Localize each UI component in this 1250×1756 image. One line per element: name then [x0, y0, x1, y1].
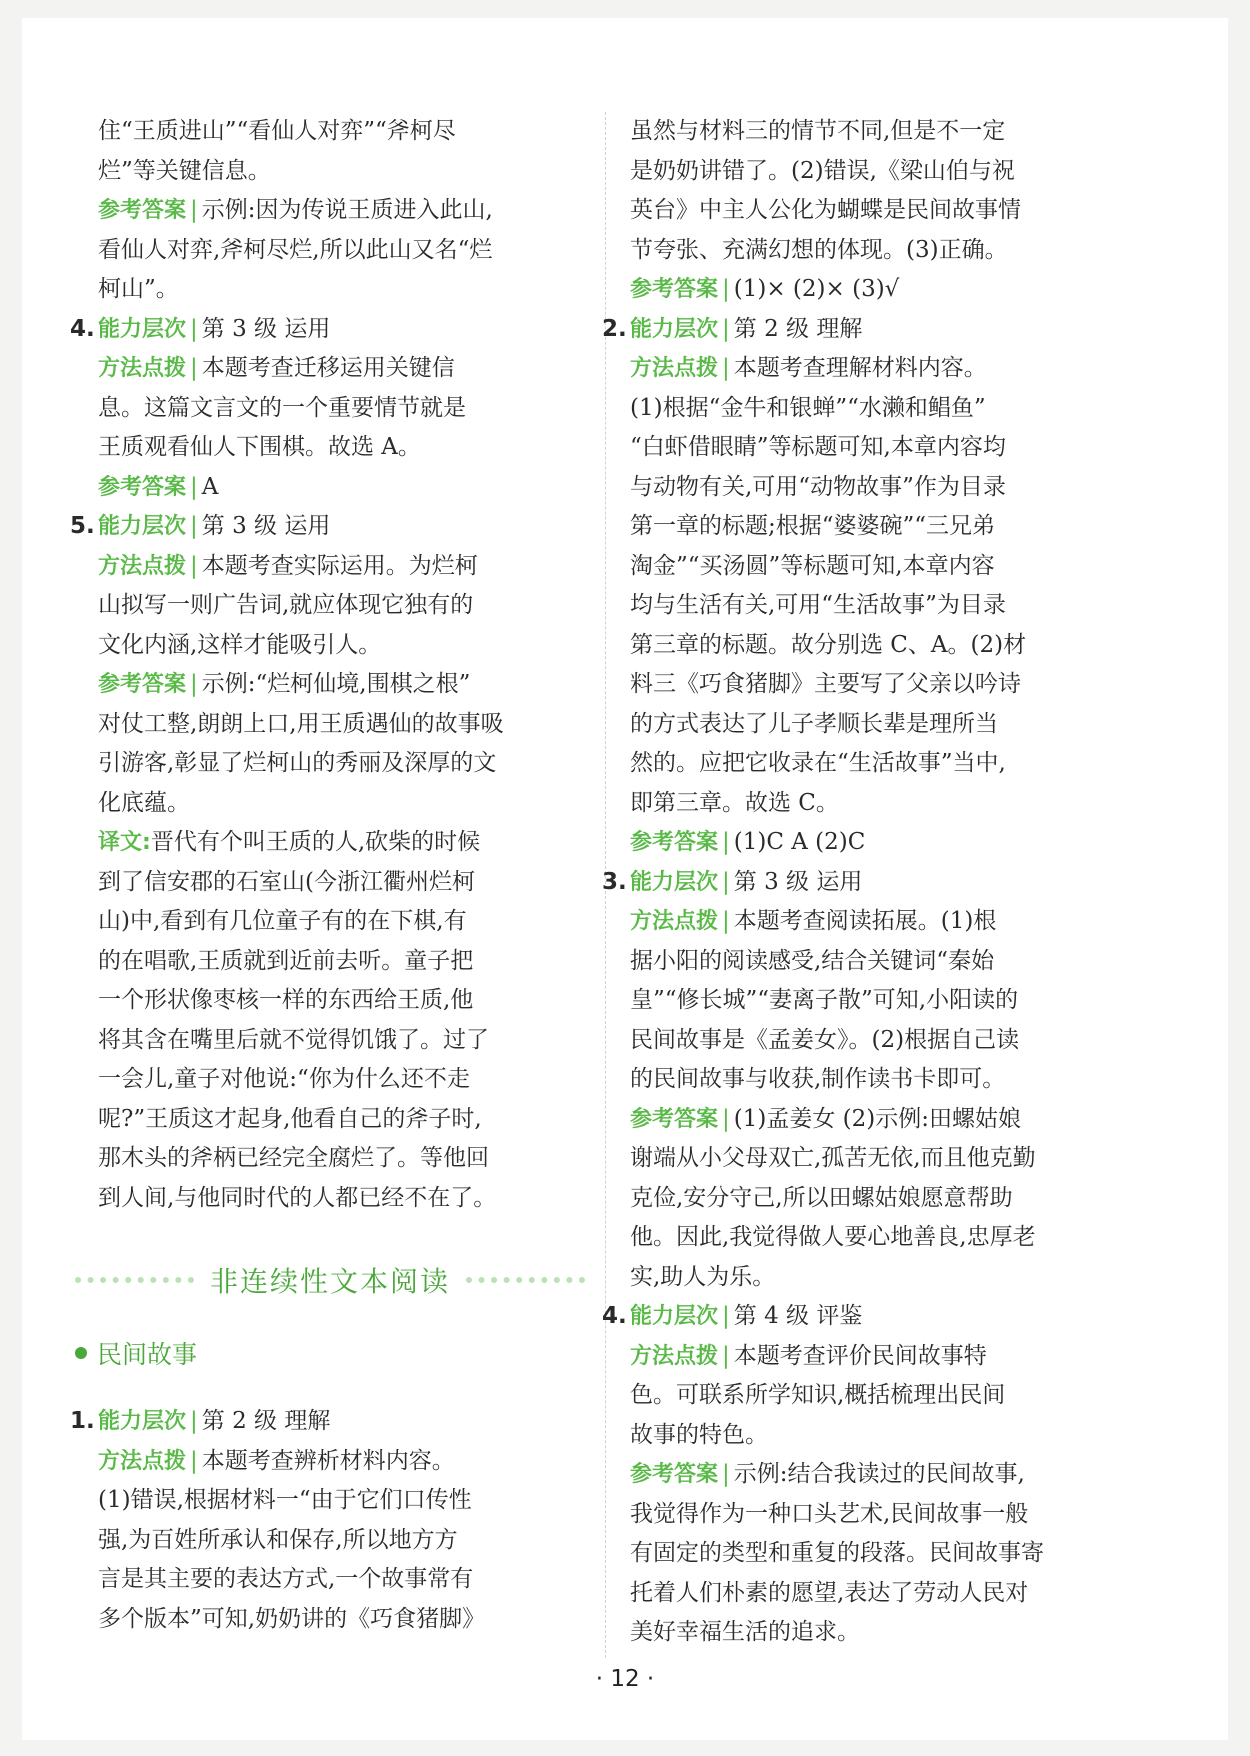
- answer-label: 参考答案: [98, 198, 187, 223]
- text-line: (1)根据“金牛和银蝉”“水濑和鲳鱼”: [630, 394, 986, 421]
- question-item: 4. 能力层次 | 第 4 级 评鉴 方法点拨 | 本题考查评价民间故事特 色。可联系所学知识,概括梳理出民间 故事的特色。 参考答案 | 示例:结合我读过的民间故事, 我觉得作为一种口头艺术,民间故事一般 有固定的类型和重复的段落。民间故事寄 托着人们朴素的愿望,表达了劳动人民对 美好幸福生活的追求。: [630, 1297, 1128, 1653]
- page-number: · 12 ·: [595, 1666, 655, 1692]
- section-header: [75, 1258, 585, 1302]
- level-text: 第 2 级 理解: [201, 1408, 331, 1434]
- left-column-lower: [70, 1402, 581, 1639]
- text-line: 柯山”。: [98, 276, 179, 302]
- text-line: 托着人们朴素的愿望,表达了劳动人民对: [630, 1579, 1029, 1606]
- text-line: 一个形状像枣核一样的东西给王质,他: [98, 987, 474, 1013]
- subsection-title: 民间故事: [97, 1340, 198, 1369]
- text-line: 王质观看仙人下围棋。故选 A。: [98, 434, 421, 460]
- answer-text: (1)孟姜女 (2)示例:田螺姑娘: [733, 1105, 1021, 1132]
- answer-label: 参考答案: [630, 830, 719, 855]
- level-label: 能力层次: [630, 869, 719, 895]
- answer-text: 示例:结合我读过的民间故事,: [733, 1461, 1025, 1487]
- text-line: 一会儿,童子对他说:“你为什么还不走: [98, 1066, 470, 1092]
- method-label: 方法点拨: [630, 356, 719, 381]
- text-line: 据小阳的阅读感受,结合关键词“秦始: [630, 947, 995, 974]
- question-number: 4.: [70, 315, 95, 342]
- text-line: 那木头的斧柄已经完全腐烂了。等他回: [98, 1145, 489, 1171]
- text-line: 我觉得作为一种口头艺术,民间故事一般: [630, 1500, 1029, 1527]
- text-line: 烂”等关键信息。: [98, 157, 271, 184]
- level-label: 能力层次: [630, 316, 719, 342]
- method-label: 方法点拨: [98, 553, 187, 579]
- text-line: 息。这篇文言文的一个重要情节就是: [98, 394, 466, 421]
- text-line: 故事的特色。: [630, 1421, 768, 1448]
- text-line: 文化内涵,这样才能吸引人。: [98, 631, 382, 658]
- answer-text: (1)× (2)× (3)√: [733, 276, 900, 302]
- section-title: 非连续性文本阅读: [210, 1265, 451, 1298]
- text-line: 第三章的标题。故分别选 C、A。(2)材: [630, 631, 1027, 658]
- question-number: 5.: [70, 513, 95, 539]
- text-line: 谢端从小父母双亡,孤苦无依,而且他克勤: [630, 1145, 1036, 1171]
- method-label: 方法点拨: [98, 1448, 187, 1474]
- answer-text: (1)C A (2)C: [733, 829, 866, 855]
- text-line: 呢?”王质这才起身,他看自己的斧子时,: [98, 1105, 482, 1132]
- text-line: 化底蕴。: [98, 789, 190, 816]
- level-text: 第 4 级 评鉴: [733, 1303, 863, 1329]
- text-line: 英台》中主人公化为蝴蝶是民间故事情: [630, 197, 1021, 223]
- text-line: 即第三章。故选 C。: [630, 789, 839, 816]
- method-text: 本题考查辨析材料内容。: [201, 1447, 455, 1474]
- method-text: 本题考查阅读拓展。(1)根: [733, 908, 997, 934]
- answer-text: A: [201, 473, 219, 500]
- question-item: 2. 能力层次 | 第 2 级 理解 方法点拨 | 本题考查理解材料内容。 (1)根据“金牛和银蝉”“水濑和鲳鱼” “白虾借眼睛”等标题可知,本章内容均 与动物有关,可用“动物故事”作为目录 第一章的标题;根据“婆婆碗”“三兄弟 淘金”“买汤圆”等标题可知,本章内容 均与生活有关,可用“生活故事”为目录 第三章的标题。故分别选 C、A。(2)材 料三《巧食猪脚》主要写了父亲以吟诗 的方式表达了儿子孝顺长辈是理所当 然的。应把它收录在“生活故事”当中, 即第三章。故选 C。 参考答案 | (1)C A (2)C: [630, 310, 1128, 863]
- text-line: 第一章的标题;根据“婆婆碗”“三兄弟: [630, 513, 996, 539]
- text-line: (1)错误,根据材料一“由于它们口传性: [98, 1487, 472, 1513]
- question-number: 1.: [70, 1408, 95, 1434]
- answer-text: 示例:“烂柯仙境,围棋之根”: [201, 671, 471, 697]
- text-line: 山)中,看到有几位童子有的在下棋,有: [98, 908, 467, 934]
- text-line: 的方式表达了儿子孝顺长辈是理所当: [630, 710, 998, 737]
- text-line: 淘金”“买汤圆”等标题可知,本章内容: [630, 552, 995, 579]
- text-line: 言是其主要的表达方式,一个故事常有: [98, 1566, 474, 1592]
- text-line: 料三《巧食猪脚》主要写了父亲以吟诗: [630, 671, 1021, 697]
- text-line: 将其含在嘴里后就不觉得饥饿了。过了: [98, 1026, 489, 1053]
- text-line: 虽然与材料三的情节不同,但是不一定: [630, 118, 1006, 144]
- text-line: 然的。应把它收录在“生活故事”当中,: [630, 750, 1006, 776]
- dotted-rule: [75, 1277, 194, 1283]
- text-line: 看仙人对弈,斧柯尽烂,所以此山又名“烂: [98, 236, 493, 263]
- bullet-icon: [75, 1347, 87, 1359]
- text-line: 强,为百姓所承认和保存,所以地方方: [98, 1526, 458, 1553]
- answer-label: 参考答案: [98, 672, 187, 697]
- text-line: 色。可联系所学知识,概括梳理出民间: [630, 1382, 1006, 1408]
- text-line: 他。因此,我觉得做人要心地善良,忠厚老: [630, 1224, 1036, 1250]
- text-line: 民间故事是《孟姜女》。(2)根据自己读: [630, 1026, 1020, 1053]
- question-number: 3.: [602, 868, 627, 895]
- question-item: 1. 能力层次 | 第 2 级 理解 方法点拨 | 本题考查辨析材料内容。 (1)错误,根据材料一“由于它们口传性 强,为百姓所承认和保存,所以地方方 言是其主要的表达方式,一个故事常有 多个版本”可知,奶奶讲的《巧食猪脚》: [98, 1402, 581, 1639]
- method-label: 方法点拨: [630, 1343, 719, 1369]
- text-line: 皇”“修长城”“妻离子散”可知,小阳读的: [630, 987, 1019, 1013]
- method-label: 方法点拨: [98, 356, 187, 381]
- text-line: 对仗工整,朗朗上口,用王质遇仙的故事吸: [98, 710, 504, 737]
- text-line: 与动物有关,可用“动物故事”作为目录: [630, 473, 1006, 500]
- method-text: 本题考查评价民间故事特: [733, 1342, 987, 1369]
- right-column: 虽然与材料三的情节不同,但是不一定 是奶奶讲错了。(2)错误,《梁山伯与祝 英台》中主人公化为蝴蝶是民间故事情 节夸张、充满幻想的体现。(3)正确。 参考答案 | (1)× (2)× (3)√ 2. 能力层次 | 第 2 级 理解 方法点拨 | 本题考查理解材料内容。 (1)根据“金牛和银蝉”“水濑和鲳鱼” “白虾借眼睛”等标题可知,本章内容均 与动物有关,可用“动物故事”作为目录 第一章的标题;根据“婆婆碗”“三兄弟 淘金”“买汤圆”等标题可知,本章内容 均与生活有关,可用“生活故事”为目录 第三章的标题。故分别选 C、A。(2)材 料三《巧食猪脚》主要写了父亲以吟诗 的方式表达了儿子孝顺长辈是理所当 然的。应把它收录在“生活故事”当中, 即第三章。故选 C。 参考答案 | (1)C A (2)C 3. 能力层次 | 第 3 级 运用 方法点拨 | 本题考查阅读拓展。(1)根 据小阳的阅读感受,结合关键词“秦始 皇”“修长城”“妻离子散”可知,小阳读的 民间故事是《孟姜女》。(2)根据自己读 的民间故事与收获,制作读书卡即可。 参考答案 | (1)孟姜女 (2)示例:田螺姑娘 谢端从小父母双亡,孤苦无依,而且他克勤 克俭,安分守己,所以田螺姑娘愿意帮助 他。因此,我觉得做人要心地善良,忠厚老 实,助人为乐。 4. 能力层次 | 第 4 级 评鉴 方法点拨 | 本题考查评价民间故事特 色。可联系所学知识,概括梳理出民间 故事的特色。 参考答案 | 示例:结合我读过的民间故事, 我觉得作为一种口头艺术,民间故事一般 有固定的类型和重复的段落。民间故事寄 托着人们朴素的愿望,表达了劳动人民对 美好幸福生活的追求。: [630, 112, 1128, 1653]
- level-label: 能力层次: [98, 316, 187, 342]
- text-line: 住“王质进山”“看仙人对弈”“斧柯尽: [98, 118, 456, 144]
- text-line: 节夸张、充满幻想的体现。(3)正确。: [630, 236, 1008, 263]
- text-line: 均与生活有关,可用“生活故事”为目录: [630, 592, 1006, 618]
- method-text: 本题考查迁移运用关键信: [201, 355, 455, 381]
- left-column: 住“王质进山”“看仙人对弈”“斧柯尽 烂”等关键信息。 参考答案 | 示例:因为传说王质进入此山, 看仙人对弈,斧柯尽烂,所以此山又名“烂 柯山”。 4. 能力层次 | 第 3 级 运用 方法点拨 | 本题考查迁移运用关键信 息。这篇文言文的一个重要情节就是 王质观看仙人下围棋。故选 A。 参考答案 | A 5. 能力层次 | 第 3 级 运用 方法点拨 | 本题考查实际运用。为烂柯 山拟写一则广告词,就应体现它独有的 文化内涵,这样才能吸引人。 参考答案 | 示例:“烂柯仙境,围棋之根” 对仗工整,朗朗上口,用王质遇仙的故事吸 引游客,彰显了烂柯山的秀丽及深厚的文 化底蕴。 译文:晋代有个叫王质的人,砍柴的时候 到了信安郡的石室山(今浙江衢州烂柯 山)中,看到有几位童子有的在下棋,有 的在唱歌,王质就到近前去听。童子把 一个形状像枣核一样的东西给王质,他 将其含在嘴里后就不觉得饥饿了。过了 一会儿,童子对他说:“你为什么还不走 呢?”王质这才起身,他看自己的斧子时, 那木头的斧柄已经完全腐烂了。等他回 到人间,与他同时代的人都已经不在了。: [98, 112, 581, 1218]
- level-text: 第 3 级 运用: [201, 513, 331, 539]
- level-label: 能力层次: [98, 514, 187, 539]
- question-number: 2.: [602, 315, 627, 342]
- text-line: “白虾借眼睛”等标题可知,本章内容均: [630, 434, 1006, 460]
- answer-label: 参考答案: [630, 1462, 719, 1487]
- text-line: 的民间故事与收获,制作读书卡即可。: [630, 1066, 1006, 1092]
- method-label: 方法点拨: [630, 909, 719, 934]
- text-line: 美好幸福生活的追求。: [630, 1619, 860, 1645]
- level-text: 第 3 级 运用: [733, 868, 863, 895]
- text-line: 的在唱歌,王质就到近前去听。童子把: [98, 947, 474, 974]
- question-item: 4. 能力层次 | 第 3 级 运用 方法点拨 | 本题考查迁移运用关键信 息。这篇文言文的一个重要情节就是 王质观看仙人下围棋。故选 A。 参考答案 | A: [98, 310, 581, 508]
- text-line: 到人间,与他同时代的人都已经不在了。: [98, 1184, 497, 1211]
- subsection-header: [75, 1335, 197, 1371]
- answer-label: 参考答案: [630, 1106, 719, 1132]
- dotted-rule: [466, 1277, 585, 1283]
- question-number: 4.: [602, 1303, 627, 1329]
- level-text: 第 2 级 理解: [733, 315, 863, 342]
- text-line: 实,助人为乐。: [630, 1263, 776, 1290]
- answer-label: 参考答案: [98, 474, 187, 500]
- method-text: 本题考查理解材料内容。: [733, 355, 987, 381]
- answer-label: 参考答案: [630, 277, 719, 302]
- text-line: 山拟写一则广告词,就应体现它独有的: [98, 592, 474, 618]
- text-line: 有固定的类型和重复的段落。民间故事寄: [630, 1540, 1044, 1566]
- text-line: 引游客,彰显了烂柯山的秀丽及深厚的文: [98, 750, 497, 776]
- level-label: 能力层次: [630, 1304, 719, 1329]
- text-line: 到了信安郡的石室山(今浙江衢州烂柯: [98, 868, 475, 895]
- answer-text: 示例:因为传说王质进入此山,: [201, 197, 493, 223]
- text-line: 是奶奶讲错了。(2)错误,《梁山伯与祝: [630, 157, 1015, 184]
- text-line: 克俭,安分守己,所以田螺姑娘愿意帮助: [630, 1184, 1013, 1211]
- method-text: 本题考查实际运用。为烂柯: [201, 552, 478, 579]
- level-text: 第 3 级 运用: [201, 315, 331, 342]
- text-line: 多个版本”可知,奶奶讲的《巧食猪脚》: [98, 1605, 486, 1632]
- translation-text: 晋代有个叫王质的人,砍柴的时候: [150, 829, 481, 855]
- level-label: 能力层次: [98, 1409, 187, 1434]
- question-item: 3. 能力层次 | 第 3 级 运用 方法点拨 | 本题考查阅读拓展。(1)根 据小阳的阅读感受,结合关键词“秦始 皇”“修长城”“妻离子散”可知,小阳读的 民间故事是《孟姜女》。(2)根据自己读 的民间故事与收获,制作读书卡即可。 参考答案 | (1)孟姜女 (2)示例:田螺姑娘 谢端从小父母双亡,孤苦无依,而且他克勤 克俭,安分守己,所以田螺姑娘愿意帮助 他。因此,我觉得做人要心地善良,忠厚老 实,助人为乐。: [630, 863, 1128, 1298]
- question-item: 5. 能力层次 | 第 3 级 运用 方法点拨 | 本题考查实际运用。为烂柯 山拟写一则广告词,就应体现它独有的 文化内涵,这样才能吸引人。 参考答案 | 示例:“烂柯仙境,围棋之根” 对仗工整,朗朗上口,用王质遇仙的故事吸 引游客,彰显了烂柯山的秀丽及深厚的文 化底蕴。 译文:晋代有个叫王质的人,砍柴的时候 到了信安郡的石室山(今浙江衢州烂柯 山)中,看到有几位童子有的在下棋,有 的在唱歌,王质就到近前去听。童子把 一个形状像枣核一样的东西给王质,他 将其含在嘴里后就不觉得饥饿了。过了 一会儿,童子对他说:“你为什么还不走 呢?”王质这才起身,他看自己的斧子时, 那木头的斧柄已经完全腐烂了。等他回 到人间,与他同时代的人都已经不在了。: [98, 507, 581, 1218]
- translation-label: 译文:: [98, 830, 151, 855]
